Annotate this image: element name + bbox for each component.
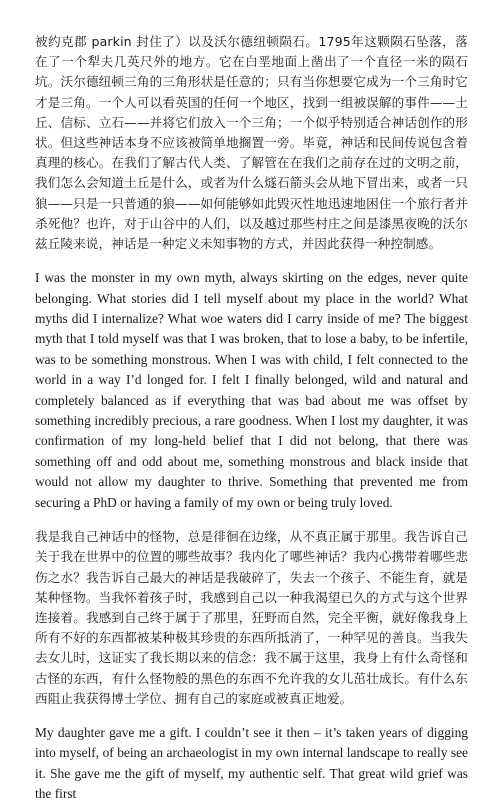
chinese-paragraph-meteorite: 被约克郡 parkin 封住了）以及沃尔德纽顿陨石。1795年这颗陨石坠落，落在了一个犁夫几英尺外的地方。它在白垩地面上凿出了一个直径一米的陨石坑。沃尔德纽顿三角的三角形状是任意的；只有当你想要它成为一个三角时它才是三角。一个人可以看英国的任何一个地区，找到一组被误解的事件——土丘、信标、立石——并将它们放入一个三角；一个似乎特别适合神话创作的形状。但这些神话本身不应该被简单地搁置一旁。毕竟，神话和民间传说包含着真理的核心。在我们了解古代人类、了解管在在我们之前存在过的文明之前，我们怎么会知道土丘是什么，或者为什么燧石箭头会从地下冒出来，或者一只狼——只是一只普通的狼——如何能够如此毁灭性地迅速地困住一个旅行者并杀死他？也许，对于山谷中的人们，以及越过那些村庄之间是漆黑夜晚的沃尔兹丘陵来说，神话是一种定义未知事物的方式，并因此获得一种控制感。 xyxy=(35,34,468,252)
english-paragraph-monster: I was the monster in my own myth, always skirting on the edges, never quite belonging. What stories did I tell myself about my place in the world? What myths did I internalize? What woe waters did I carry inside of me? The biggest myth that I told myself was that I was broken, that to lose a baby, to be infertile, was to be something monstrous. When I was with child, I felt connected to the world in a way I’d longed for. I felt I finally belonged, wild and natural and completely balanced as if everything that was bad about me was offset by something incredibly precious, a rare goodness. When I lost my daughter, it was confirmation of my long-held belief that I did not belong, that there was something off and odd about me, something monstrous and black inside that would not allow my daughter to thrive. Something that prevented me from securing a PhD or having a family of my own or being truly loved. xyxy=(35,270,468,510)
document-page xyxy=(35,32,468,805)
chinese-paragraph-monster: 我是我自己神话中的怪物，总是徘徊在边缘，从不真正属于那里。我告诉自己关于我在世界中的位置的哪些故事？我内化了哪些神话？我内心携带着哪些悲伤之水？我告诉自己最大的神话是我破碎了，失去一个孩子、不能生育，就是某种怪物。当我怀着孩子时，我感到自己以一种我渴望已久的方式与这个世界连接着。我感到自己终于属于了那里，狂野而自然，完全平衡，就好像我身上所有不好的东西都被某种极其珍贵的东西所抵消了，一种罕见的善良。当我失去女儿时，这证实了我长期以来的信念：我不属于这里，我身上有什么奇怪和古怪的东西，有什么怪物般的黑色的东西不允许我的女儿茁壮成长。有什么东西阻止我获得博士学位、拥有自己的家庭或被真正地爱。 xyxy=(35,529,468,706)
english-paragraph-gift: My daughter gave me a gift. I couldn’t see it then – it’s taken years of digging into myself, of being an archaeologist in my own internal landscape to really see it. She gave me the gift of myself, my authentic self. That great wild grief was the first xyxy=(35,724,468,802)
